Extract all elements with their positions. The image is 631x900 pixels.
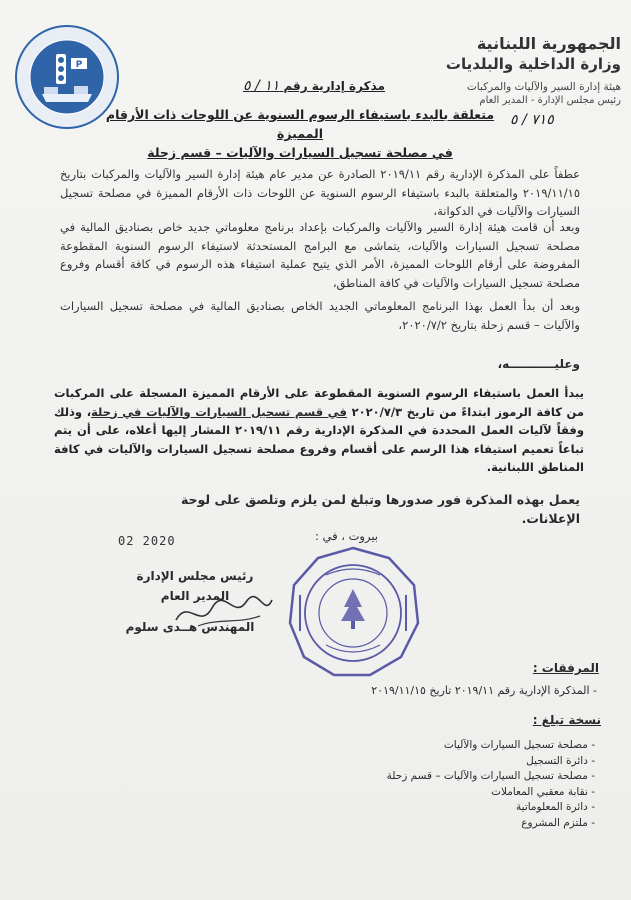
memo-number-value: ١١ / ٥ <box>243 78 280 94</box>
memo-number <box>214 78 414 94</box>
paragraph-2: وبعد أن قامت هيئة إدارة السير والآليات والمركبات بإعداد برنامج معلوماتي جديد خاص بصناديق المالية في مصلحة تسجيل السيارات والآليات، يتماشى مع البرامج المستحدثة لاستيفاء الرسوم السنوية المقطوعة المفروضة على أرقام اللوحات المميزة، الأمر الذي يتيح عملية استيفاء هذه الرسوم في كافة أقسام وفروع مصلحة تسجيل السيارات والآليات في كافة المناطق، <box>60 220 580 290</box>
decision-paragraph <box>54 384 584 477</box>
official-seal <box>286 545 421 680</box>
decision-part-3: ، وذلك وفقاً لآليات العمل المحددة في المذكرة الإدارية رقم ٢٠١٩/١١ المشار إليها أعلاه، على أن يتم تباعاً تعميم استيفاء هذا الرسم على أقسام وفروع مصلحة تسجيل السيارات والآليات في كافة المناطق اللبنانية. <box>54 404 584 474</box>
signature-title-2: المدير العام <box>160 589 230 603</box>
decision-part-1: يبدأ العمل باستيفاء الرسوم السنوية المقطوعة على الأرقام المميزة المسجلة على المركبات من كافة الرموز ابتداءً من تاريخ ٢٠٢٠/٧/٣ <box>54 386 584 419</box>
authority-name: هيئة إدارة السير والآليات والمركبات <box>466 81 621 93</box>
attachment-item: - المذكرة الإدارية رقم ٢٠١٩/١١ تاريخ ٢٠١٩/١١/١٥ <box>371 684 597 697</box>
list-item: - دائرة المعلوماتية <box>516 801 595 813</box>
paragraph-1: عطفاً على المذكرة الإدارية رقم ٢٠١٩/١١ الصادرة عن مدير عام هيئة إدارة السير والآليات والمركبات بتاريخ ٢٠١٩/١١/١٥ والمتعلقة بالبدء باستيفاء الرسوم السنوية عن اللوحات ذات الأرقام المميزة في مصلحة تسجيل السيارات والآليات في الدكوانة، <box>60 167 581 218</box>
subject-line-1: متعلقة بالبدء باستيفاء الرسوم السنوية عن اللوحات ذات الأرقام المميزة <box>105 107 495 141</box>
copies-list <box>295 738 595 831</box>
letterhead <box>401 34 621 106</box>
decision-underlined: في قسم تسجيل السيارات والآليات في زحلة <box>91 404 347 419</box>
list-item: - ملتزم المشروع <box>521 816 595 829</box>
copies-title: نسخة تبلغ : <box>532 713 601 727</box>
wa-alayh: وعليـــــــــــه، <box>497 357 580 371</box>
memo-subject <box>95 105 505 162</box>
list-item: - نقابة معقبي المعاملات <box>491 785 595 798</box>
attachments-title: المرفقات : <box>532 661 599 675</box>
svg-text:P: P <box>75 60 83 70</box>
date-stamp: 02 2020 <box>118 534 176 548</box>
list-item: - مصلحة تسجيل السيارات والآليات – قسم زحلة <box>386 770 595 782</box>
handwritten-reference: ٧١٥ / ٥ <box>510 112 554 128</box>
subject-line-2: في مصلحة تسجيل السيارات والآليات – قسم زحلة <box>147 145 453 160</box>
signatory-name: المهندس هــدى سلوم <box>125 620 255 634</box>
closing-statement: يعمل بهذه المذكرة فور صدورها وتبلغ لمن يلزم وتلصق على لوحة الإعلانات. <box>180 492 580 526</box>
signature-title-1: رئيس مجلس الإدارة <box>136 569 254 583</box>
paragraph-3: وبعد أن بدأ العمل بهذا البرنامج المعلوماتي الجديد الخاص بصناديق المالية في مصلحة تسجيل السيارات والآليات – قسم زحلة بتاريخ ٢٠٢٠/٧/٢، <box>60 299 580 332</box>
country-name: الجمهورية اللبنانية <box>476 34 621 53</box>
list-item: - مصلحة تسجيل السيارات والآليات <box>443 739 595 751</box>
place-and-date-label: بيروت ، في : <box>314 529 378 543</box>
list-item: - دائرة التسجيل <box>526 754 595 767</box>
memo-number-label: مذكرة إدارية رقم <box>283 79 385 93</box>
office-name: رئيس مجلس الإدارة - المدير العام <box>479 95 621 106</box>
ministry-name: وزارة الداخلية والبلديات <box>445 55 621 73</box>
